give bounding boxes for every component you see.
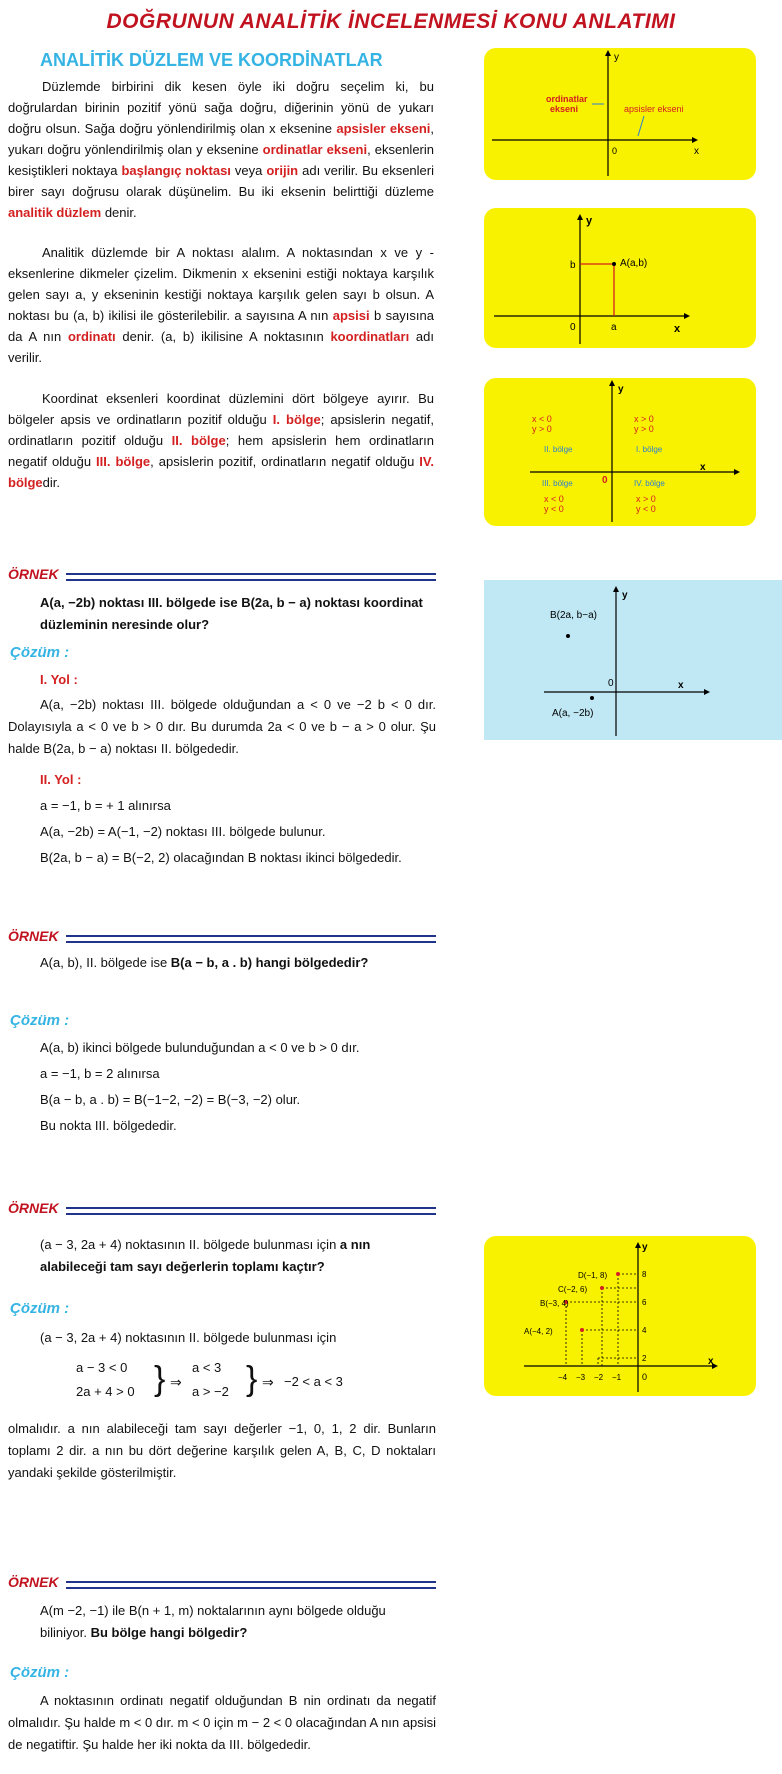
tick-y-6: 6 xyxy=(642,1298,647,1307)
origin-label: 0 xyxy=(602,475,608,486)
example-1-header xyxy=(8,566,436,582)
ordinatlar-ekseni-label: ekseni xyxy=(550,104,579,114)
example-label: ÖRNEK xyxy=(8,566,59,582)
ineq-result-1: a < 3 xyxy=(192,1360,222,1375)
tick-y-2: 2 xyxy=(642,1354,647,1363)
divider xyxy=(66,573,436,581)
origin-label: 0 xyxy=(608,678,614,689)
origin-label: 0 xyxy=(570,322,576,333)
origin-label: 0 xyxy=(612,146,618,156)
tick-y-4: 4 xyxy=(642,1326,647,1335)
q1-x-cond: x > 0 xyxy=(634,414,654,424)
example-3-text: olmalıdır. a nın alabileceği tam sayı değerler −1, 0, 1, 2 dir. Bunların toplamı 2 dir. a nın bu dört değerine karşılık gelen A, B, C, D noktaları yandaki şekilde gösterilmiştir. xyxy=(8,1421,436,1480)
page-title: DOĞRUNUN ANALİTİK İNCELENMESİ KONU ANLATIMI xyxy=(106,10,676,33)
example-2-line-2: a = −1, b = 2 alınırsa xyxy=(40,1066,160,1081)
point-B-label: B(−3, 4) xyxy=(540,1299,569,1308)
right-brace: } xyxy=(154,1360,166,1398)
example-label: ÖRNEK xyxy=(8,1574,59,1590)
ineq-result-2: a > −2 xyxy=(192,1384,229,1399)
example-4-header xyxy=(8,1574,436,1590)
q4-y-cond: y < 0 xyxy=(636,504,656,514)
a-label: a xyxy=(611,322,617,333)
figure-axes-names xyxy=(484,48,756,180)
example-2-question: A(a, b), II. bölgede ise B(a − b, a . b) hangi bölgededir? xyxy=(40,955,369,970)
q2-y-cond: y > 0 xyxy=(532,424,552,434)
tick-x-m2: −2 xyxy=(594,1373,604,1382)
axis-x-label: x xyxy=(700,462,706,473)
q1-label: I. bölge xyxy=(636,445,663,454)
example-1-figure xyxy=(484,580,782,740)
q1-y-cond: y > 0 xyxy=(634,424,654,434)
axis-x-label: x xyxy=(708,1356,714,1367)
example-2-line-4: Bu nokta III. bölgededir. xyxy=(40,1118,177,1133)
point-C-label: C(−2, 6) xyxy=(558,1285,588,1294)
intro-paragraph-2: Analitik düzlemde bir A noktası alalım. A noktasından x ve y -eksenlerine dikmeler çizelim. Dikmenin x eksenini estiği noktaya karşılık gelen sayı a, y ekseninin kestiği noktaya karşılık gelen sayı b olsun. A noktası bu (a, b) ikilisi ile gösterilebilir. a sayısına A nın apsisi b sayısına da A nın ordinatı denir. (a, b) ikilisine A noktasının koordinatları adı verilir. xyxy=(8,245,435,365)
q3-x-cond: x < 0 xyxy=(544,494,564,504)
b-label: b xyxy=(570,260,576,271)
example-3-header xyxy=(8,1200,436,1216)
axis-y-label: y xyxy=(614,52,619,63)
implies-arrow-2: ⇒ xyxy=(262,1374,274,1390)
example-2-header xyxy=(8,928,436,944)
example-label: ÖRNEK xyxy=(8,1200,59,1216)
axis-x-label: x xyxy=(674,323,681,335)
axis-y-label: y xyxy=(622,590,628,601)
ordinatlar-label: ordinatlar xyxy=(546,94,588,104)
intro-paragraph-1: Düzlemde birbirini dik kesen öyle iki doğru seçelim ki, bu doğrulardan birinin pozitif yönü sağa doğru, diğerinin yönü de yukarı doğru olsun. Sağa doğru yönlendirilmiş olan x eksenine apsisler ekseni, yukarı doğru yönlendirilmiş olan y eksenine ordinatlar ekseni, eksenlerin kesiştikleri noktaya başlangıç noktası veya orijin adı verilir. Bu eksenleri birer sayı doğrusu olarak düşünelim. Bu iki eksenin belirttiği düzleme analitik düzlem denir. xyxy=(8,79,435,220)
example-label: ÖRNEK xyxy=(8,928,59,944)
implies-arrow: ⇒ xyxy=(170,1374,182,1390)
q3-label: III. bölge xyxy=(542,479,573,488)
divider xyxy=(66,935,436,943)
method-1-label: I. Yol : xyxy=(40,672,78,687)
tick-x-m1: −1 xyxy=(612,1373,622,1382)
q2-label: II. bölge xyxy=(544,445,573,454)
ineq-2: 2a + 4 > 0 xyxy=(76,1384,135,1399)
method-2-line-2: A(a, −2b) = A(−1, −2) noktası III. bölgede bulunur. xyxy=(40,824,326,839)
example-4-text: A noktasının ordinatı negatif olduğundan B nin ordinatı da negatif olmalıdır. Şu halde m < 0 dır. m < 0 için m − 2 < 0 olacağından A nın apsisi de negatiftir. Şu halde her iki nokta da III. bölgededir. xyxy=(8,1693,436,1752)
point-A-label: A(−4, 2) xyxy=(524,1327,553,1336)
figure-quadrants xyxy=(484,378,756,526)
method-1-text: A(a, −2b) noktası III. bölgede olduğundan a < 0 ve −2 b < 0 dır. Dolayısıyla a < 0 ve b > 0 dır. Bu durumda 2a < 0 ve b − a > 0 olur. Şu halde B(2a, b − a) noktası II. bölgededir. xyxy=(8,697,436,756)
solution-label: Çözüm : xyxy=(10,1664,70,1681)
axis-x-label: x xyxy=(694,146,699,157)
point-B-label: B(2a, b−a) xyxy=(550,610,597,621)
q3-y-cond: y < 0 xyxy=(544,504,564,514)
q4-label: IV. bölge xyxy=(634,479,665,488)
axis-y-label: y xyxy=(642,1242,648,1253)
point-A-label: A(a, −2b) xyxy=(552,708,594,719)
tick-x-m4: −4 xyxy=(558,1373,568,1382)
q2-x-cond: x < 0 xyxy=(532,414,552,424)
inequality-system xyxy=(76,1360,376,1408)
example-4-question: A(m −2, −1) ile B(n + 1, m) noktalarının aynı bölgede olduğu biliniyor. Bu bölge hangi bölgedir? xyxy=(40,1603,386,1640)
ineq-final: −2 < a < 3 xyxy=(284,1374,343,1389)
example-3-line-1: (a − 3, 2a + 4) noktasının II. bölgede bulunması için xyxy=(40,1330,337,1345)
example-3-figure xyxy=(484,1236,756,1396)
solution-label: Çözüm : xyxy=(10,1300,70,1317)
axis-x-label: x xyxy=(678,680,684,691)
point-A-label: A(a,b) xyxy=(620,258,648,269)
example-1-question: A(a, −2b) noktası III. bölgede ise B(2a, b − a) noktası koordinat düzleminin neresinde olur? xyxy=(40,595,423,632)
method-2-line-3: B(2a, b − a) = B(−2, 2) olacağından B noktası ikinci bölgededir. xyxy=(40,850,402,865)
figure-point-coordinates xyxy=(484,208,756,348)
intro-paragraph-3: Koordinat eksenleri koordinat düzlemini dört bölgeye ayırır. Bu bölgeler apsis ve ordinatların pozitif olduğu I. bölge; apsislerin negatif, ordinatların pozitif olduğu II. bölge; hem apsislerin hem ordinatların negatif olduğu III. bölge, apsislerin pozitif, ordinatların negatif olduğu IV. bölgedir. xyxy=(8,391,434,490)
tick-y-8: 8 xyxy=(642,1270,647,1279)
origin-label: 0 xyxy=(642,1372,648,1382)
right-brace-2: } xyxy=(246,1360,258,1398)
point-D-label: D(−1, 8) xyxy=(578,1271,608,1280)
divider xyxy=(66,1207,436,1215)
tick-x-m3: −3 xyxy=(576,1373,586,1382)
method-2-label: II. Yol : xyxy=(40,772,82,787)
axis-y-label: y xyxy=(586,215,593,227)
example-2-line-3: B(a − b, a . b) = B(−1−2, −2) = B(−3, −2) olur. xyxy=(40,1092,301,1107)
axis-y-label: y xyxy=(618,384,624,395)
method-2-line-1: a = −1, b = + 1 alınırsa xyxy=(40,798,171,813)
divider xyxy=(66,1581,436,1589)
solution-label: Çözüm : xyxy=(10,644,70,661)
example-3-question: (a − 3, 2a + 4) noktasının II. bölgede bulunması için a nın alabileceği tam sayı değerlerin toplamı kaçtır? xyxy=(40,1237,371,1274)
solution-label: Çözüm : xyxy=(10,1012,70,1029)
example-2-line-1: A(a, b) ikinci bölgede bulunduğundan a < 0 ve b > 0 dır. xyxy=(40,1040,360,1055)
apsisler-label: apsisler ekseni xyxy=(624,104,684,114)
section-title: ANALİTİK DÜZLEM VE KOORDİNATLAR xyxy=(40,50,383,70)
ineq-1: a − 3 < 0 xyxy=(76,1360,128,1375)
q4-x-cond: x > 0 xyxy=(636,494,656,504)
